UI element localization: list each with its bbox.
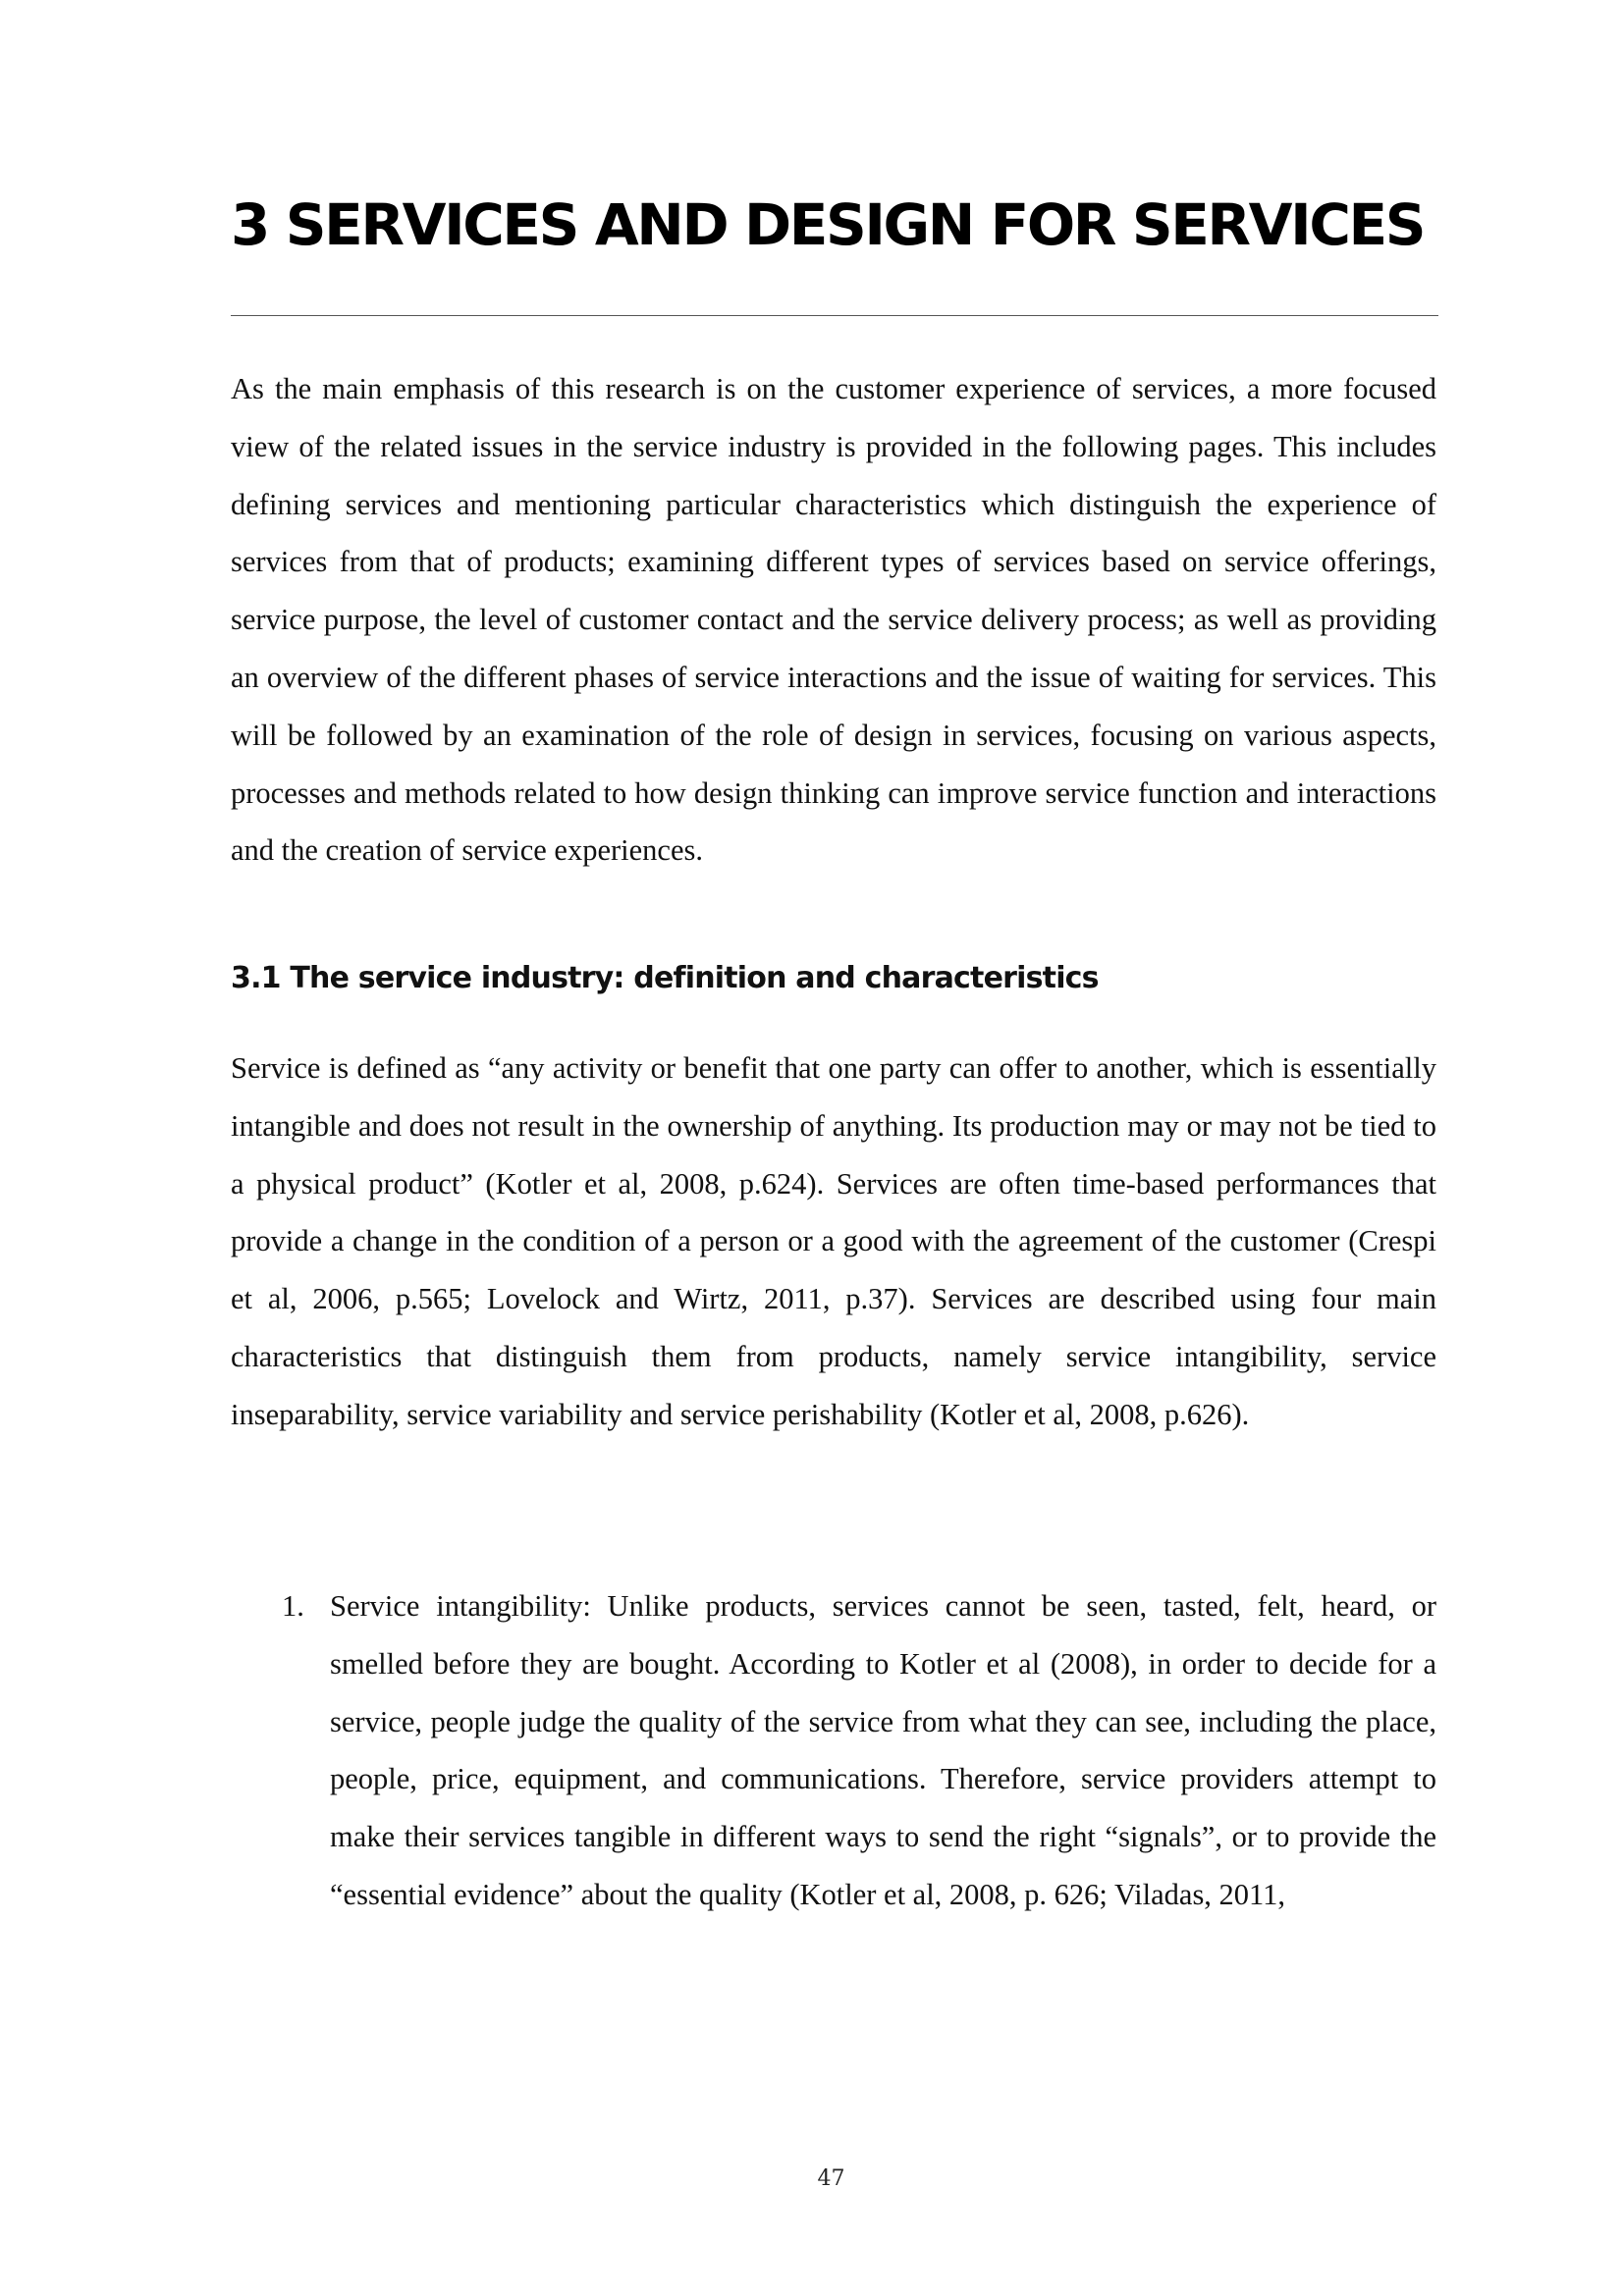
chapter-title: 3 SERVICES AND DESIGN FOR SERVICES — [231, 191, 1425, 258]
intro-paragraph: As the main emphasis of this research is on the customer experience of services, a more focused view of the related issues in the service industry is provided in the following pages. This includes defining services and mentioning particular characteristics which distinguish the experience of services from that of products; examining different types of services based on service offerings, service purpose, the level of customer contact and the service delivery process; as well as providing an overview of the different phases of service interactions and the issue of waiting for services. This will be followed by an examination of the role of design in services, focusing on various aspects, processes and methods related to how design thinking can improve service function and interactions and the creation of service experiences. — [231, 372, 1436, 868]
definition-paragraph: Service is defined as “any activity or benefit that one party can offer to another, which is essentially intangible and does not result in the ownership of anything. Its production may or may not be tied to a physical product” (Kotler et al, 2008, p.624). Services are often time-based performances that provide a change in the condition of a person or a good with the agreement of the customer (Crespi et al, 2006, p.565; Lovelock and Wirtz, 2011, p.37). Services are described using four main characteristics that distinguish them from products, namely service intangibility, service inseparability, service variability and service perishability (Kotler et al, 2008, p.626). — [231, 1051, 1436, 1431]
characteristics-list — [231, 1577, 1436, 1924]
list-item-number: 1. — [282, 1589, 304, 1623]
list-item — [231, 1577, 1436, 1924]
title-divider — [231, 315, 1438, 316]
section-heading: 3.1 The service industry: definition and characteristics — [231, 961, 1099, 995]
page-number: 47 — [817, 2166, 845, 2191]
list-item-text: Service intangibility: Unlike products, services cannot be seen, tasted, felt, heard, or smelled before they are bought. According to Kotler et al (2008), in order to decide for a service, people judge the quality of the service from what they can see, including the place, people, price, equipment, and communications. Therefore, service providers attempt to make their services tangible in different ways to send the right “signals”, or to provide the “essential evidence” about the quality (Kotler et al, 2008, p. 626; Viladas, 2011, — [330, 1589, 1436, 1911]
